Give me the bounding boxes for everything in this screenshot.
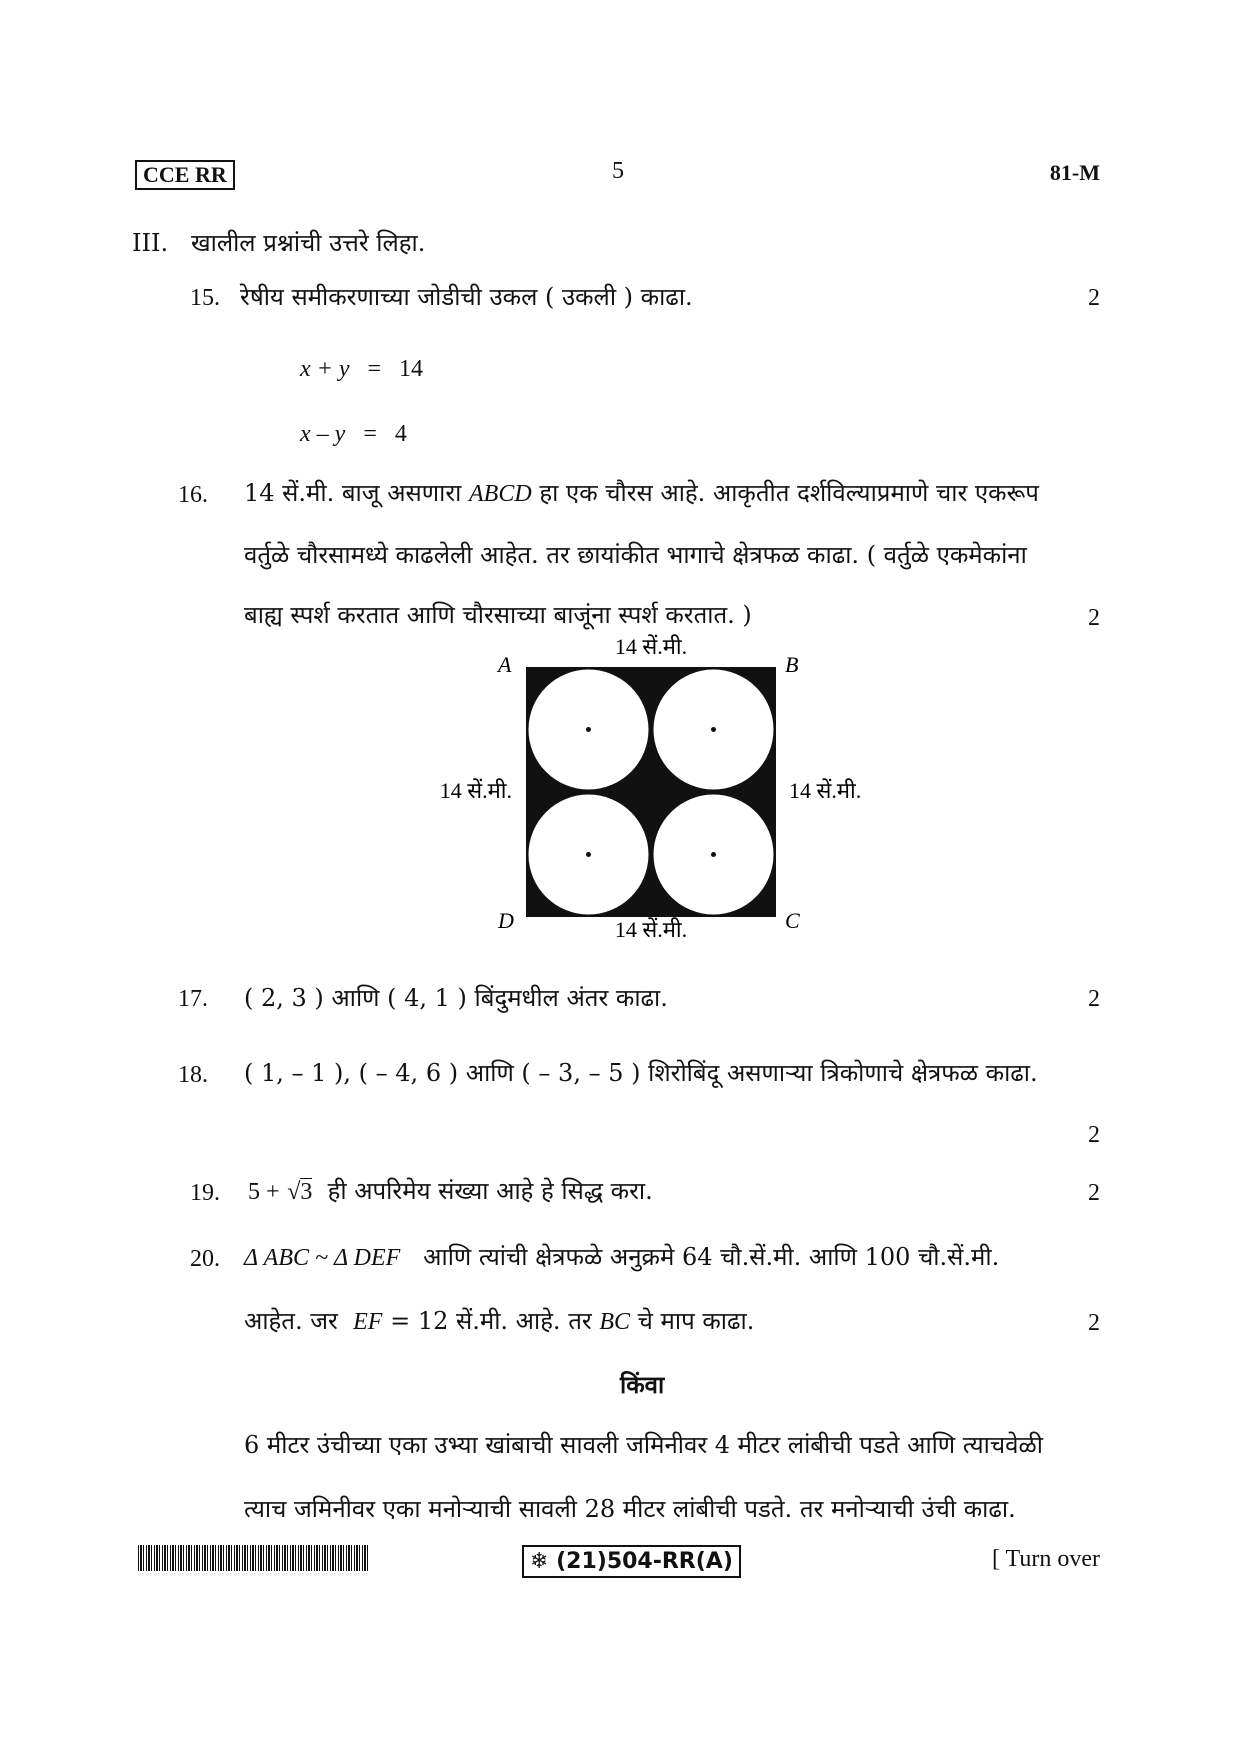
q19-text: ही अपरिमेय संख्या आहे हे सिद्ध करा.	[327, 1177, 653, 1205]
q19-expression	[248, 1176, 653, 1207]
side-bottom-label: 14 सें.मी.	[614, 917, 688, 942]
q15-eq2-lhs: x – y	[300, 421, 346, 447]
q16-square-name: ABCD	[469, 481, 532, 507]
q20-line-2	[244, 1306, 754, 1337]
section-label: III.	[132, 229, 169, 257]
q15-equation-1	[300, 356, 423, 383]
q19-radicand: 3	[300, 1179, 313, 1205]
q18-text: ( 1, – 1 ), ( – 4, 6 ) आणि ( – 3, – 5 ) शिरोबिंदू असणाऱ्या त्रिकोणाचे क्षेत्रफळ काढा.	[244, 1059, 1038, 1087]
side-top-label: 14 सें.मी.	[614, 634, 688, 659]
q15-number: 15.	[190, 285, 220, 311]
q20-line-2-b: = 12 सें.मी. आहे. तर	[390, 1307, 592, 1335]
section-title: खालील प्रश्नांची उत्तरे लिहा.	[190, 229, 426, 257]
side-right-label: 14 सें.मी.	[789, 778, 862, 803]
q18-number: 18.	[178, 1062, 208, 1088]
q20-var-bc: BC	[599, 1309, 631, 1335]
vertex-c: C	[785, 908, 800, 933]
vertex-d: D	[498, 908, 514, 933]
center-dot-bottom-right	[711, 852, 716, 857]
vertex-a: A	[498, 652, 512, 677]
center-dot-top-left	[586, 727, 591, 732]
page-number: 5	[612, 158, 624, 184]
q20-var-ef: EF	[353, 1309, 383, 1335]
q20-marks: 2	[1088, 1310, 1100, 1336]
barcode	[138, 1545, 368, 1571]
q20-line-2-c: चे माप काढा.	[637, 1307, 755, 1335]
q15-eq1-lhs: x + y	[300, 356, 350, 382]
q15-equation-2	[300, 421, 407, 448]
center-dot-top-right	[711, 727, 716, 732]
q16-line-1-a: 14 सें.मी. बाजू असणारा	[244, 479, 462, 507]
center-dot-bottom-left	[586, 852, 591, 857]
q16-marks: 2	[1088, 605, 1100, 631]
q16-line-1	[244, 478, 1039, 509]
q20-similarity: Δ ABC ~ Δ DEF	[244, 1245, 401, 1271]
q19-number: 19.	[190, 1180, 220, 1206]
q16-line-1-b: हा एक चौरस आहे. आकृतीत दर्शविल्याप्रमाणे चार एकरूप	[539, 479, 1039, 507]
q18-marks: 2	[1088, 1122, 1100, 1148]
section-heading	[132, 228, 425, 258]
q15-text: रेषीय समीकरणाच्या जोडीची उकल ( उकली ) काढा.	[240, 283, 693, 311]
q19-marks: 2	[1088, 1180, 1100, 1206]
footer-code: ❄ (21)504-RR(A)	[522, 1545, 741, 1578]
q20-line-1-b: आणि त्यांची क्षेत्रफळे अनुक्रमे 64 चौ.सें.मी. आणि 100 चौ.सें.मी.	[423, 1243, 1000, 1271]
q20-line-1	[244, 1242, 999, 1273]
q15-eq1-sign: =	[367, 356, 382, 382]
alt-line-1: 6 मीटर उंचीच्या एका उभ्या खांबाची सावली जमिनीवर 4 मीटर लांबीची पडते आणि त्याचवेळी	[244, 1431, 1043, 1459]
q16-number: 16.	[178, 482, 208, 508]
q15-eq2-sign: =	[363, 421, 377, 447]
q16-figure	[400, 630, 880, 950]
alt-line-2: त्याच जमिनीवर एका मनोऱ्याची सावली 28 मीटर लांबीची पडते. तर मनोऱ्याची उंची काढा.	[244, 1495, 1016, 1523]
turn-over-label: [ Turn over	[991, 1546, 1100, 1572]
vertex-b: B	[785, 652, 799, 677]
sqrt-sign-icon: √	[287, 1179, 301, 1205]
q15-eq2-rhs: 4	[394, 421, 407, 447]
q20-line-2-a: आहेत. जर	[244, 1307, 338, 1335]
q19-expr-a: 5 +	[248, 1179, 280, 1205]
q16-line-3: बाह्य स्पर्श करतात आणि चौरसाच्या बाजूंना स्पर्श करतात. )	[244, 601, 752, 629]
side-left-label: 14 सें.मी.	[439, 778, 512, 803]
q17-number: 17.	[178, 986, 208, 1012]
q15-marks: 2	[1088, 285, 1100, 311]
or-label: किंवा	[620, 1370, 665, 1399]
q17-text: ( 2, 3 ) आणि ( 4, 1 ) बिंदुमधील अंतर काढा.	[244, 984, 668, 1012]
header-box-label: CCE RR	[135, 160, 235, 190]
paper-code: 81-M	[1049, 160, 1100, 185]
q16-line-2: वर्तुळे चौरसामध्ये काढलेली आहेत. तर छायांकीत भागाचे क्षेत्रफळ काढा. ( वर्तुळे एकमेकांना	[244, 541, 1027, 569]
q15-eq1-rhs: 14	[399, 356, 424, 382]
q17-marks: 2	[1088, 986, 1100, 1012]
q20-number: 20.	[190, 1246, 220, 1272]
